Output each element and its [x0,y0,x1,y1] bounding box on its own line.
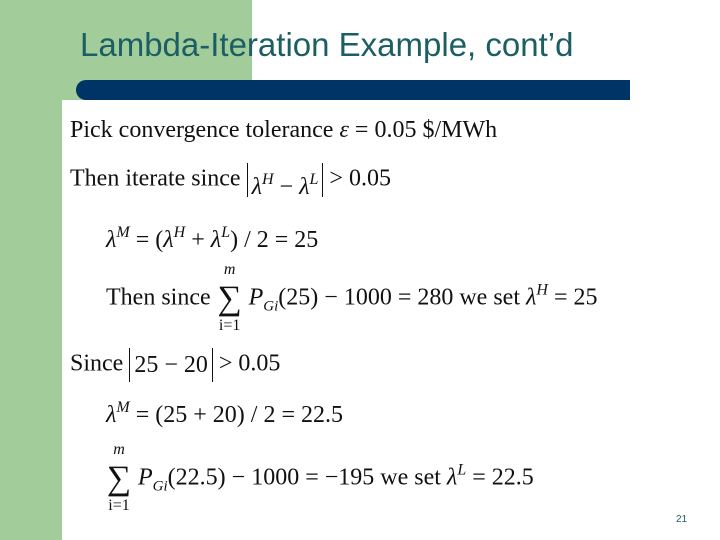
lambda-symbol: λ [446,464,458,491]
summation-symbol [217,261,243,334]
superscript-h: H [536,281,548,299]
superscript-l: L [221,224,231,241]
tolerance-line [70,118,497,142]
sum1-expression: (25) − 1000 = 280 we set [278,284,520,311]
since-rhs: > 0.05 [218,350,281,377]
sum-lower-limit: i=1 [108,497,130,514]
sigma-icon: ∑ [106,460,132,497]
left-green-strip [0,0,62,540]
tolerance-value: = 0.05 $/MWh [354,117,498,143]
lambda-symbol: λ [106,227,117,253]
lambda-symbol: λ [163,227,174,253]
lambda-m2-rest: = (25 + 20) / 2 = 22.5 [129,402,343,428]
superscript-l: L [309,171,319,188]
lambda-symbol: λ [106,402,117,428]
superscript-l: L [457,461,467,479]
iterate-line [70,163,391,200]
p-symbol: P [248,284,264,311]
since-line [70,348,280,382]
page-number: 21 [676,514,688,525]
sum-upper-limit: m [223,261,236,278]
then-since-text: Then since [106,284,211,311]
lambda-m1-rest: ) / 2 = 25 [230,227,319,253]
sum-lower-limit: i=1 [218,317,241,334]
iterate-text: Then iterate since [70,165,241,192]
sum2-rhs: = 22.5 [472,464,534,491]
superscript-m: M [116,399,130,416]
sigma-icon: ∑ [217,280,242,317]
epsilon-symbol: ε [339,117,349,143]
superscript-h: H [173,224,186,241]
p-symbol: P [138,464,153,491]
lambda-symbol: λ [299,174,310,200]
sum2-expression: (22.5) − 1000 = −195 we set [167,464,441,491]
abs-value-expression: 25 − 20 [129,348,213,382]
summation-symbol [106,441,132,514]
plus-sign: + [185,227,211,253]
sum1-rhs: = 25 [553,284,598,311]
sum-line-2 [106,441,534,514]
minus-sign: − [273,174,300,200]
lambda-m-line-1 [106,225,318,252]
tolerance-text: Pick convergence tolerance [70,117,334,143]
superscript-h: H [261,171,274,188]
since-text: Since [70,350,124,377]
lambda-symbol: λ [210,227,222,253]
abs-lambda-diff [247,163,324,200]
title-underline-bar [76,80,630,100]
eq-open: = ( [129,227,164,253]
sum-upper-limit: m [113,441,125,458]
subscript-gi: Gi [263,298,279,315]
slide-title: Lambda-Iteration Example, cont’d [80,26,574,63]
lambda-m-line-2 [106,400,343,427]
lambda-symbol: λ [251,174,262,200]
iterate-rhs: > 0.05 [329,165,391,192]
lambda-symbol: λ [526,284,537,311]
subscript-gi: Gi [152,478,168,495]
superscript-m: M [116,224,130,241]
sum-line-1 [106,261,598,334]
